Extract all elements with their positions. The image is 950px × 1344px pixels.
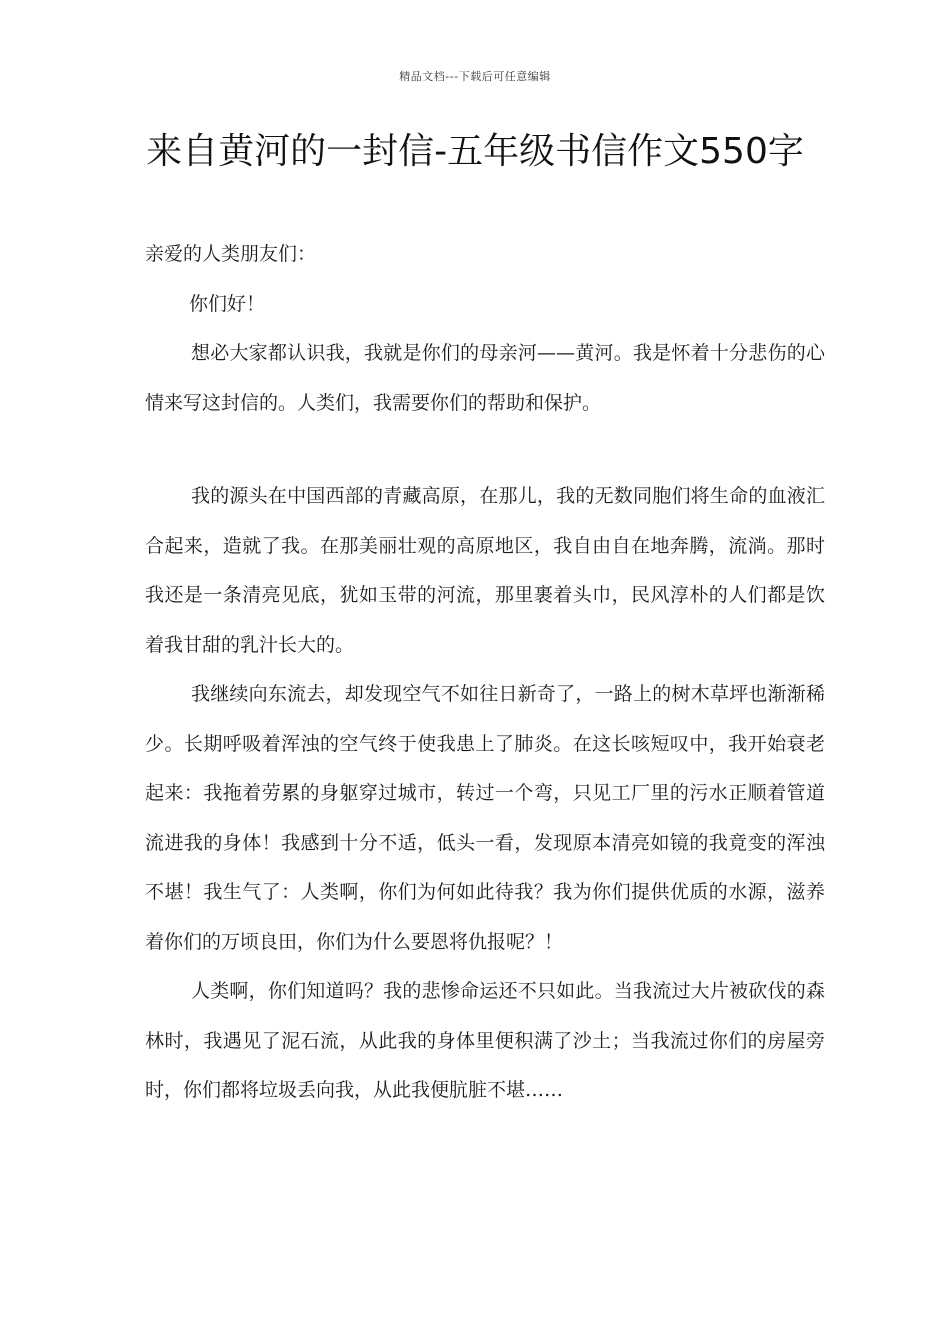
paragraph: 人类啊，你们知道吗？我的悲惨命运还不只如此。当我流过大片被砍伐的森林时，我遇见了泥石流，从此我的身体里便积满了沙土；当我流过你们的房屋旁时，你们都将垃圾丢向我，从此我便肮脏不堪…… (145, 980, 825, 1101)
paragraph: 我继续向东流去，却发现空气不如往日新奇了，一路上的树木草坪也渐渐稀少。长期呼吸着浑浊的空气终于使我患上了肺炎。在这长咳短叹中，我开始衰老起来：我拖着劳累的身躯穿过城市，转过一个弯，只见工厂里的污水正顺着管道流进我的身体！我感到十分不适，低头一看，发现原本清亮如镜的我竟变的浑浊不堪！我生气了：人类啊，你们为何如此待我？我为你们提供优质的水源，滋养着你们的万顷良田，你们为什么要恩将仇报呢？！ (145, 683, 825, 953)
paragraph: 想必大家都认识我，我就是你们的母亲河——黄河。我是怀着十分悲伤的心情来写这封信的。人类们，我需要你们的帮助和保护。 (145, 342, 825, 414)
page-title: 来自黄河的一封信-五年级书信作文550字 (146, 131, 804, 172)
salutation: 亲爱的人类朋友们： (145, 243, 317, 265)
header-note: 精品文档---下载后可任意编辑 (399, 70, 551, 83)
letter-body (145, 230, 825, 1116)
paragraph-spacer (145, 428, 825, 472)
paragraph: 我的源头在中国西部的青藏高原，在那儿，我的无数同胞们将生命的血液汇合起来，造就了我。在那美丽壮观的高原地区，我自由自在地奔腾，流淌。那时我还是一条清亮见底，犹如玉带的河流，那里裹着头巾，民风淳朴的人们都是饮着我甘甜的乳汁长大的。 (145, 485, 825, 656)
greeting: 你们好！ (189, 292, 266, 315)
